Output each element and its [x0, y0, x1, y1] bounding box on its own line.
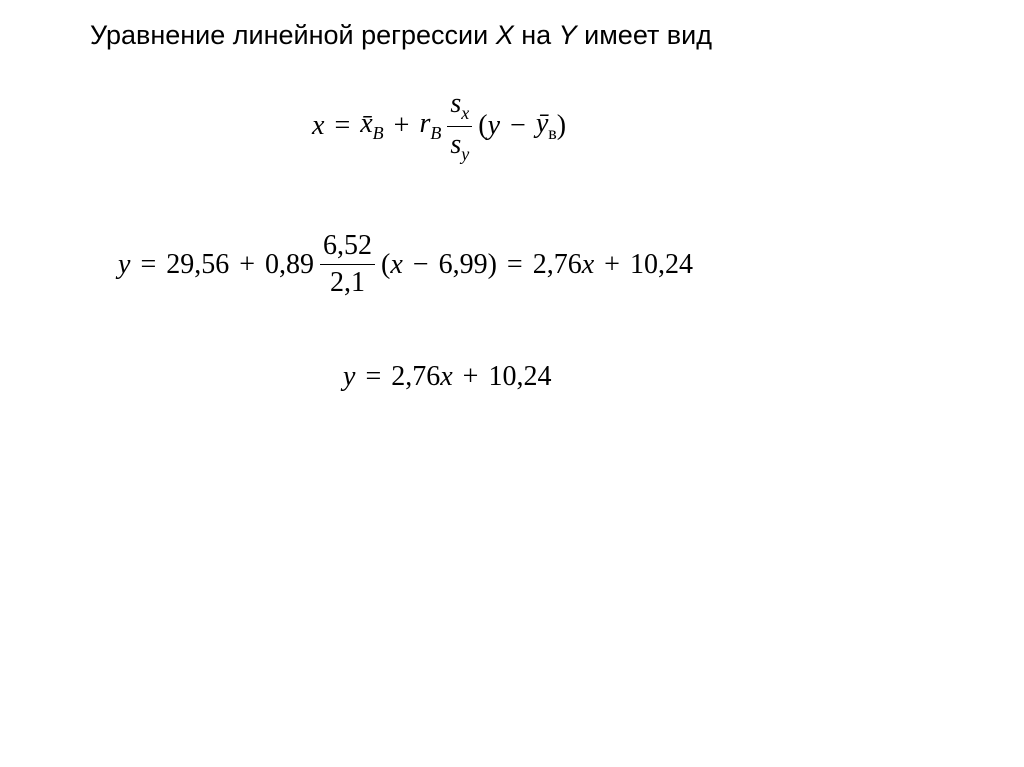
f2-intercept: 29,56 [166, 248, 230, 280]
f2-frac-den: 2,1 [330, 267, 366, 299]
f1-equals: = [334, 110, 351, 142]
f2-const: 10,24 [629, 248, 693, 280]
f3-coef: 2,76 [391, 361, 441, 392]
f2-frac-num: 6,52 [323, 230, 373, 261]
f2-frac-bar [320, 264, 375, 265]
f2-x-mean: 6,99 [438, 248, 488, 280]
f1-paren-open: ( [478, 110, 488, 142]
f1-correlation: $r_B$ [419, 108, 442, 144]
f2-coef: 2,76 [532, 248, 582, 280]
heading-text-3: имеет вид [576, 20, 712, 50]
f2-paren-close: ) [487, 248, 497, 280]
f1-frac-num: $s_x$ [450, 88, 470, 123]
heading-text-2: на [513, 20, 559, 50]
f3-plus: + [462, 361, 479, 392]
heading-var-y: Y [558, 20, 577, 50]
f3-x: x [440, 361, 453, 392]
slide-heading [90, 20, 712, 51]
f1-frac-bar [447, 126, 472, 127]
f1-paren-close: ) [556, 110, 567, 142]
f2-plus: + [239, 248, 256, 280]
f2-paren-open: ( [381, 248, 391, 280]
f2-minus: − [412, 248, 429, 280]
heading-text-1: Уравнение линейной регрессии [90, 20, 496, 50]
f3-lhs: y [343, 361, 356, 392]
final-equation [343, 361, 551, 393]
f2-correlation: 0,89 [265, 248, 315, 280]
f1-minus: − [510, 110, 526, 142]
heading-var-x: X [495, 20, 514, 50]
f2-x2: x [581, 248, 595, 280]
general-regression-formula [312, 88, 566, 164]
f2-equals: = [140, 248, 157, 280]
f1-x-mean: $x̄_B$ [360, 108, 384, 144]
f1-plus: + [393, 110, 410, 142]
f2-lhs: y [118, 248, 131, 280]
f2-fraction [320, 230, 375, 299]
f2-x: x [390, 248, 403, 280]
f2-plus-2: + [604, 248, 620, 280]
f1-y-mean: $ȳ_в$ [535, 108, 557, 144]
f3-equals: = [365, 361, 382, 392]
f1-frac-den: $s_y$ [450, 128, 470, 164]
f1-y: y [487, 110, 501, 142]
f2-equals-2: = [506, 248, 523, 280]
f3-const: 10,24 [488, 361, 552, 392]
f1-fraction [447, 88, 472, 164]
substituted-formula [118, 230, 693, 299]
f1-lhs: x [312, 110, 325, 142]
